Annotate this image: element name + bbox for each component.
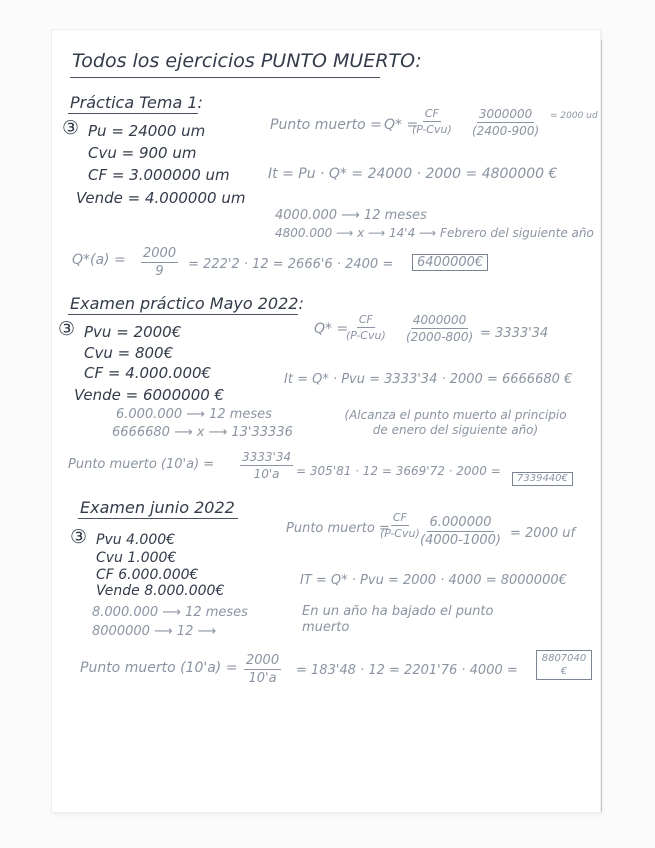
section1-q-den: 9 bbox=[155, 264, 164, 279]
section1-pm-value-fraction bbox=[472, 108, 539, 137]
section1-pm-cf-den: (P-Cvu) bbox=[412, 123, 452, 136]
section1-pm-label: Punto muerto = bbox=[270, 117, 382, 133]
section1-pm-formula-fraction bbox=[412, 108, 452, 135]
section1-pm-num: 3000000 bbox=[478, 107, 533, 121]
section2-given-cvu: Cvu = 800€ bbox=[84, 344, 174, 362]
section3-den: (4000-1000) bbox=[420, 533, 502, 548]
section3-given-vende: Vende 8.000.000€ bbox=[96, 583, 225, 599]
page-title: Todos los ejercicios PUNTO MUERTO: bbox=[72, 50, 422, 72]
section3-pm-label: Punto muerto = bbox=[286, 521, 390, 536]
section2-heading: Examen práctico Mayo 2022: bbox=[70, 294, 304, 313]
section1-q-calculation: = 222'2 · 12 = 2666'6 · 2400 = bbox=[188, 257, 394, 272]
section2-den: (2000-800) bbox=[406, 330, 474, 344]
section2-cf-den: (P-Cvu) bbox=[346, 329, 386, 342]
section3-rule-line-2: 8000000 ⟶ 12 ⟶ bbox=[92, 624, 217, 639]
section2-rule-line-2: 6666680 ⟶ x ⟶ 13'33336 bbox=[112, 425, 293, 440]
section1-q-label: Q*(a) = bbox=[72, 252, 126, 268]
section2-pm-calculation: = 305'81 · 12 = 3669'72 · 2000 = bbox=[296, 464, 501, 478]
section3-pm-result: = 2000 uf bbox=[510, 526, 576, 541]
section2-pm-num: 3333'34 bbox=[242, 450, 292, 464]
section3-pm2-calculation: = 183'48 · 12 = 2201'76 · 4000 = bbox=[296, 663, 518, 678]
section2-pm-result: 7339440€ bbox=[512, 472, 573, 486]
section2-q-result: = 3333'34 bbox=[480, 326, 549, 341]
section2-pm-fraction bbox=[240, 451, 293, 480]
section2-pm-label: Punto muerto (10'a) = bbox=[68, 457, 215, 472]
section3-note: En un año ha bajado el punto muerto bbox=[302, 604, 494, 635]
section3-value-fraction bbox=[420, 516, 501, 547]
section3-heading-underline bbox=[78, 518, 238, 519]
section2-pm-den: 10'a bbox=[253, 467, 280, 481]
section3-rule-line-1: 8.000.000 ⟶ 12 meses bbox=[92, 605, 248, 620]
section3-given-cf: CF 6.000.000€ bbox=[96, 567, 199, 583]
section2-num: 4000000 bbox=[412, 313, 467, 327]
section2-rule-line-1: 6.000.000 ⟶ 12 meses bbox=[116, 407, 272, 422]
section1-rule-line-2: 4800.000 ⟶ x ⟶ 14'4 ⟶ Febrero del siguiente año bbox=[275, 226, 594, 240]
section3-cf-den: (P-Cvu) bbox=[380, 527, 420, 540]
section2-formula-fraction bbox=[346, 314, 386, 341]
section1-pm-den: (2400-900) bbox=[472, 124, 540, 138]
section2-note: (Alcanza el punto muerto al principio de enero del siguiente año) bbox=[344, 408, 567, 437]
section3-pm2-num: 2000 bbox=[246, 653, 280, 668]
section2-given-cf: CF = 4.000.000€ bbox=[84, 364, 212, 382]
section1-heading-underline bbox=[68, 113, 198, 114]
section2-q-label: Q* = bbox=[314, 321, 349, 337]
section1-given-vende: Vende = 4.000000 um bbox=[76, 189, 246, 207]
section1-q-fraction bbox=[141, 247, 178, 278]
page-edge-line bbox=[601, 40, 602, 812]
section1-given-price: Pu = 24000 um bbox=[88, 122, 206, 140]
section2-given-price: Pvu = 2000€ bbox=[84, 323, 182, 341]
section1-income-formula: It = Pu · Q* = 24000 · 2000 = 4800000 € bbox=[268, 166, 558, 182]
title-underline bbox=[70, 77, 380, 78]
section3-pm2-den: 10'a bbox=[248, 671, 277, 686]
section2-number: ③ bbox=[58, 318, 76, 340]
section1-q-result: 6400000€ bbox=[412, 254, 488, 271]
section1-pm-q: Q* = bbox=[384, 117, 419, 133]
section2-cf-num: CF bbox=[358, 313, 373, 326]
section3-cf-num: CF bbox=[392, 511, 407, 524]
section3-formula-fraction bbox=[380, 512, 420, 539]
section1-pm-cf-num: CF bbox=[424, 107, 439, 120]
section3-given-cvu: Cvu 1.000€ bbox=[96, 550, 177, 566]
section3-pm2-fraction bbox=[244, 654, 281, 685]
section3-number: ③ bbox=[70, 526, 88, 548]
section1-rule-line-1: 4000.000 ⟶ 12 meses bbox=[275, 208, 427, 223]
section2-value-fraction bbox=[406, 314, 473, 343]
section3-num: 6.000000 bbox=[429, 515, 492, 530]
section1-pm-result: = 2000 ud bbox=[550, 111, 598, 121]
section3-income-formula: IT = Q* · Pvu = 2000 · 4000 = 8000000€ bbox=[300, 573, 567, 588]
section1-heading: Práctica Tema 1: bbox=[70, 93, 203, 112]
section3-given-price: Pvu 4.000€ bbox=[96, 532, 176, 548]
section1-number: ③ bbox=[62, 117, 80, 139]
section3-heading: Examen junio 2022 bbox=[80, 498, 235, 517]
section2-given-vende: Vende = 6000000 € bbox=[74, 386, 225, 404]
section1-q-num: 2000 bbox=[143, 246, 177, 261]
section2-income-formula: It = Q* · Pvu = 3333'34 · 2000 = 6666680 € bbox=[284, 372, 573, 387]
section3-pm2-result: 8807040 € bbox=[536, 650, 592, 680]
section1-given-cvu: Cvu = 900 um bbox=[88, 144, 197, 162]
section1-given-cf: CF = 3.000000 um bbox=[88, 166, 230, 184]
section3-pm2-label: Punto muerto (10'a) = bbox=[80, 660, 238, 676]
section2-heading-underline bbox=[68, 314, 298, 315]
